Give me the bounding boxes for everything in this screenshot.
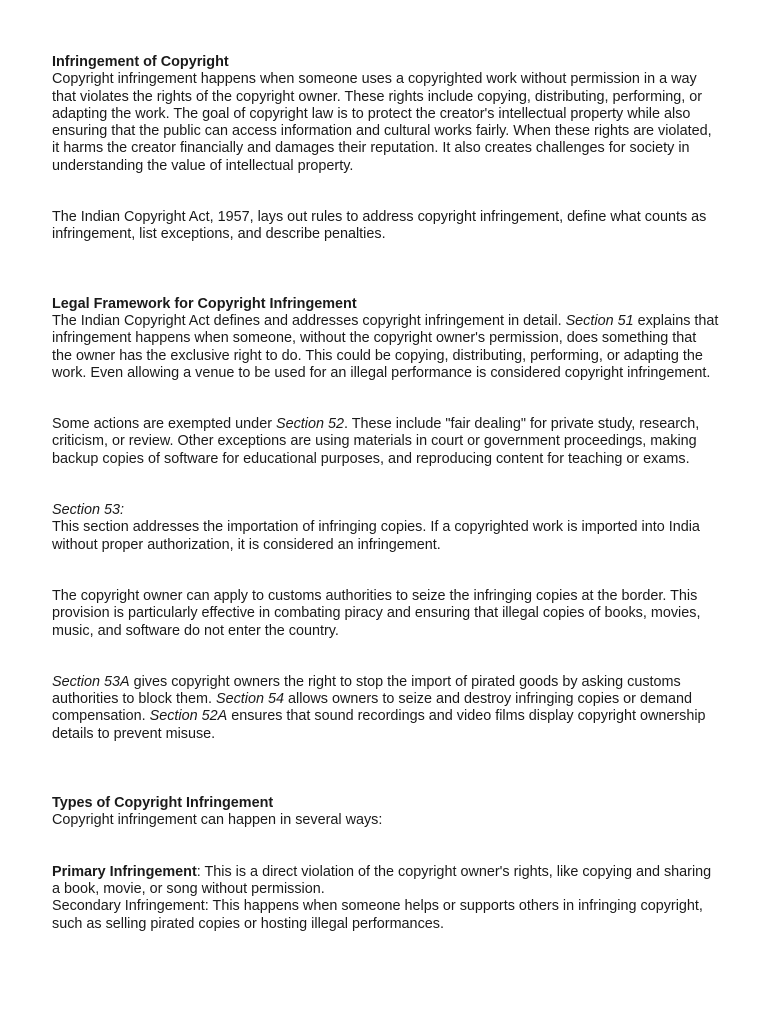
spacer bbox=[52, 175, 720, 209]
section-ref: Section 54 bbox=[215, 691, 284, 708]
section-ref: Section 53: bbox=[52, 502, 125, 519]
text-run: ensures that sound recordings and video films display copyright ownership details to prevent misuse. bbox=[52, 708, 706, 742]
spacer bbox=[52, 244, 720, 296]
spacer bbox=[52, 743, 720, 795]
section-heading-legal-framework: Legal Framework for Copyright Infringement bbox=[52, 295, 357, 312]
paragraph-section-53a bbox=[52, 674, 720, 743]
text-run: . These include "fair dealing" for private study, research, criticism, or review. Other exceptions are using materials in court or government proceedings, making backup copies of software for educational purposes, and reproducing content for teaching or exams. bbox=[52, 416, 700, 467]
section-ref: Section 52 bbox=[275, 416, 344, 433]
section-heading-types: Types of Copyright Infringement bbox=[52, 795, 274, 812]
spacer bbox=[52, 382, 720, 416]
spacer bbox=[52, 554, 720, 588]
term-label: Primary Infringement bbox=[52, 863, 197, 880]
text-run: explains that infringement happens when someone, without the copyright owner's permission, does something that the owner has the exclusive right to do. This could be copying, distributing, performing, or adapting the work. Even allowing a venue to be used for an illegal performance is considered copyright infringement. bbox=[52, 312, 719, 381]
text-run: Some actions are exempted under bbox=[52, 416, 276, 433]
text-run: : This is a direct violation of the copyright owner's rights, like copying and sharing a book, movie, or song without permission. bbox=[52, 863, 712, 897]
paragraph-primary-infringement bbox=[52, 864, 720, 899]
text-run: gives copyright owners the right to stop the import of pirated goods by asking customs authorities to block them. bbox=[52, 673, 681, 708]
spacer bbox=[52, 468, 720, 502]
paragraph-section-53: This section addresses the importation of infringing copies. If a copyrighted work is imported into India without proper authorization, it is considered an infringement. bbox=[52, 519, 700, 553]
spacer bbox=[52, 640, 720, 674]
paragraph-customs: The copyright owner can apply to customs authorities to seize the infringing copies at the border. This provision is particularly effective in combating piracy and ensuring that illegal copies of books, movies, music, and software do not enter the country. bbox=[52, 587, 701, 639]
paragraph-secondary-infringement: Secondary Infringement: This happens when someone helps or supports others in infringing copyright, such as selling pirated copies or hosting illegal performances. bbox=[52, 898, 703, 932]
section-ref: Section 53A bbox=[52, 673, 130, 690]
text-run: allows owners to seize and destroy infringing copies or demand compensation. bbox=[52, 691, 692, 725]
paragraph-act-1957: The Indian Copyright Act, 1957, lays out rules to address copyright infringement, define what counts as infringement, list exceptions, and describe penalties. bbox=[52, 209, 707, 243]
section-ref: Section 51 bbox=[565, 312, 634, 329]
section-heading-infringement: Infringement of Copyright bbox=[52, 54, 229, 70]
text-run: The Indian Copyright Act defines and addresses copyright infringement in detail. bbox=[52, 312, 566, 329]
spacer bbox=[52, 830, 720, 864]
section-ref: Section 52A bbox=[149, 708, 228, 725]
paragraph-section-51 bbox=[52, 313, 720, 382]
paragraph-section-52 bbox=[52, 416, 720, 468]
section-53-label bbox=[52, 502, 720, 519]
paragraph-intro: Copyright infringement happens when someone uses a copyrighted work without permission in a way that violates the rights of the copyright owner. These rights include copying, distributing, performing, or adapting the work. The goal of copyright law is to protect the creator's intellectual property while also ensuring that the public can access information and cultural works fairly. When these rights are violated, it harms the creator financially and damages their reputation. It also creates challenges for society in understanding the value of intellectual property. bbox=[52, 71, 712, 174]
paragraph-types-intro: Copyright infringement can happen in several ways: bbox=[52, 812, 383, 829]
